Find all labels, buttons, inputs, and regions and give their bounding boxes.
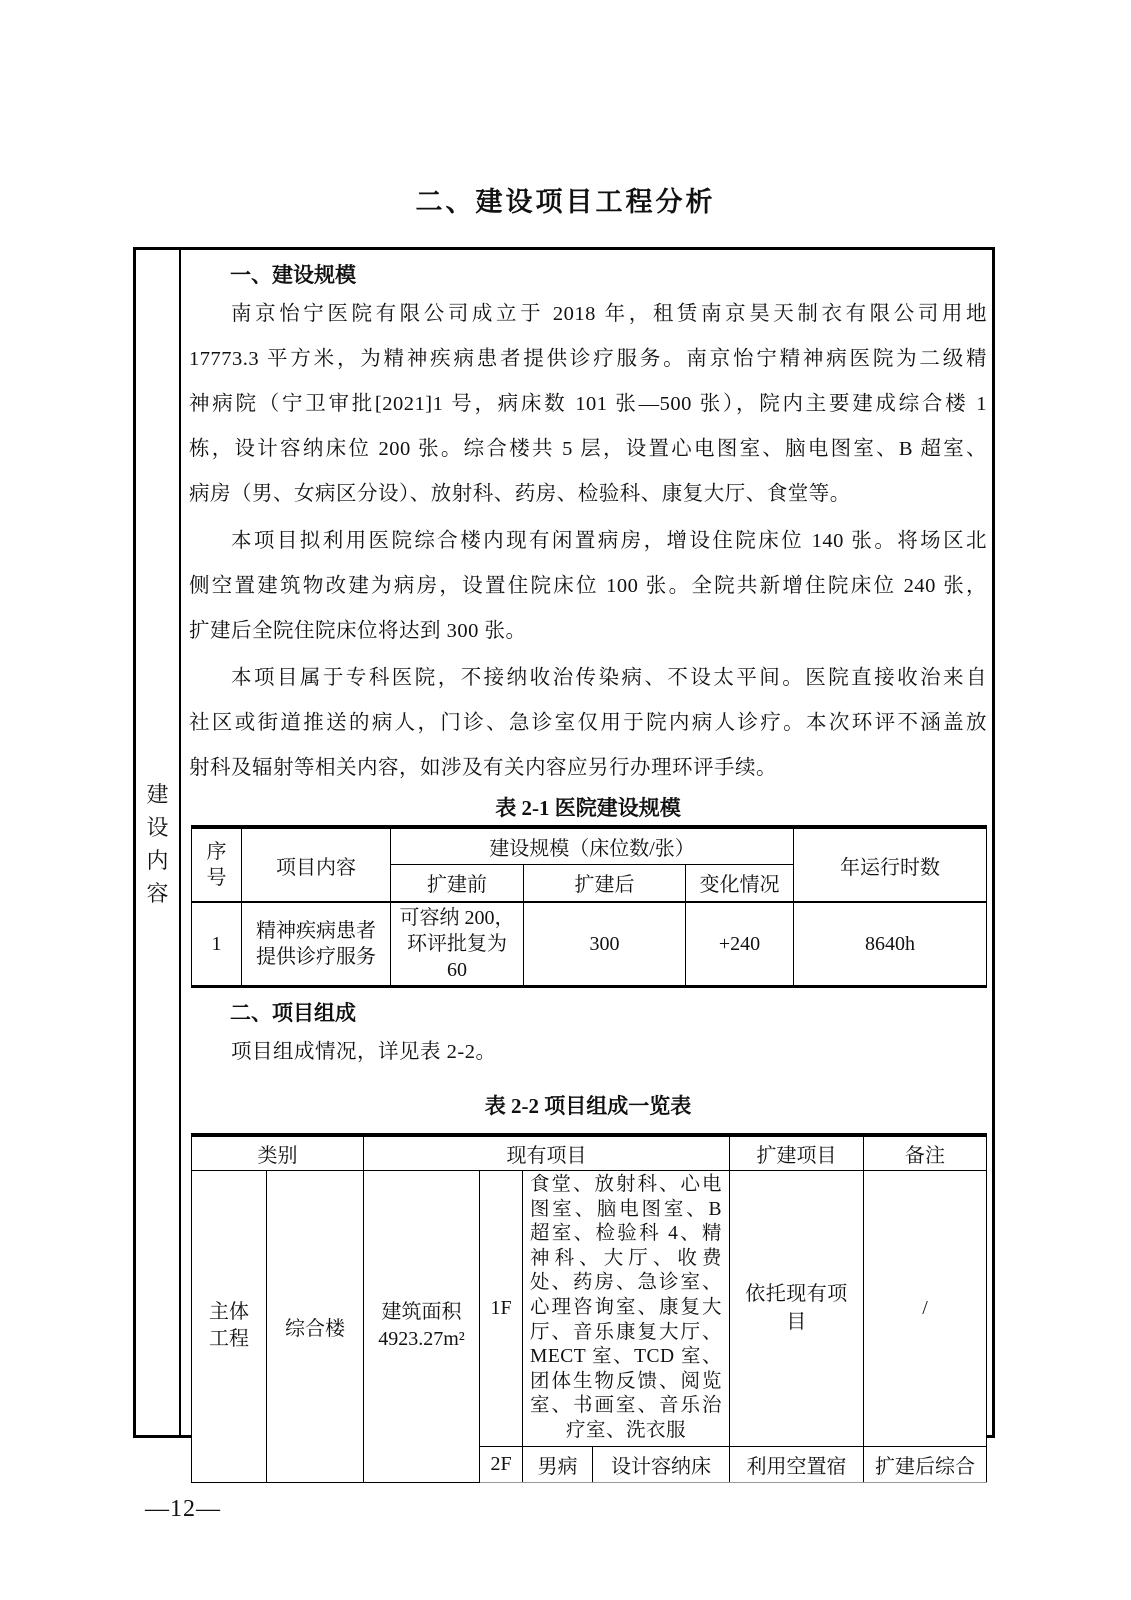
paragraph-line: 神病院（宁卫审批[2021]1 号，病床数 101 张—500 张），院内主要建成综合楼 1 (189, 393, 988, 415)
t1-header-after: 扩建后 (524, 864, 686, 902)
t1-cell-after: 300 (524, 902, 686, 987)
t1-cell-hours: 8640h (794, 902, 987, 987)
table-2-2-title: 表 2-2 项目组成一览表 (484, 1094, 692, 1118)
paragraph-line: 栋，设计容纳床位 200 张。综合楼共 5 层，设置心电图室、脑电图室、B 超室、 (189, 438, 988, 460)
t2-cell-building: 综合楼 (267, 1171, 364, 1483)
section1-heading: 一、建设规模 (230, 263, 356, 287)
paragraph-1 (189, 292, 987, 517)
paragraph-line: 本项目属于专科医院，不接纳收治传染病、不设太平间。医院直接收治来自 (231, 667, 988, 689)
t1-cell-seq: 1 (192, 902, 242, 987)
t2-cell-ward-2f: 男病 (523, 1446, 593, 1482)
t2-cell-remark-1f: / (864, 1171, 987, 1447)
paragraph-line: 病房（男、女病区分设）、放射科、药房、检验科、康复大厅、食堂等。 (189, 483, 851, 505)
paragraph-line: 17773.3 平方米，为精神疾病患者提供诊疗服务。南京怡宁精神病医院为二级精 (189, 348, 988, 370)
t1-cell-change: +240 (686, 902, 794, 987)
paragraph-line: 本项目拟利用医院综合楼内现有闲置病房，增设住院床位 140 张。将场区北 (231, 530, 988, 552)
t1-header-before: 扩建前 (391, 864, 524, 902)
section2-heading: 二、项目组成 (230, 1001, 356, 1025)
section2-intro-paragraph (189, 1030, 987, 1075)
content-area (181, 250, 1011, 1478)
t2-cell-floor-2f: 2F (480, 1446, 523, 1482)
t2-header-category: 类别 (192, 1135, 364, 1171)
paragraph-line: 扩建后全院住院床位将达到 300 张。 (189, 620, 527, 642)
t2-header-expansion: 扩建项目 (730, 1135, 864, 1171)
t1-cell-before: 可容纳 200，环评批复为 60 (391, 902, 524, 987)
table-2-1-title: 表 2-1 医院建设规模 (495, 796, 681, 820)
t2-cell-rooms-1f: 食堂、放射科、心电图室、脑电图室、B 超室、检验科 4、精神科、大厅、收费处、药房、急诊室、心理咨询室、康复大厅、音乐康复大厅、MECT 室、TCD 室、团体生物反馈、阅览室、书画室、音乐治疗室、洗衣服 (523, 1171, 730, 1447)
paragraph-3 (189, 656, 987, 791)
paragraph-line: 射科及辐射等相关内容，如涉及有关内容应另行办理环评手续。 (189, 757, 777, 779)
sidebar-category-column (136, 250, 181, 1435)
t1-header-content: 项目内容 (242, 827, 391, 902)
page-title: 二、建设项目工程分析 (415, 187, 716, 217)
t2-cell-expansion-1f: 依托现有项目 (730, 1171, 864, 1447)
document-frame (133, 247, 995, 1478)
paragraph-line: 社区或街道推送的病人，门诊、急诊室仅用于院内病人诊疗。本次环评不涵盖放 (189, 712, 988, 734)
t1-header-scale-group: 建设规模（床位数/张） (391, 827, 794, 864)
t1-header-seq: 序号 (192, 827, 242, 902)
paragraph-line: 南京怡宁医院有限公司成立于 2018 年，租赁南京昊天制衣有限公司用地 (231, 303, 988, 325)
sidebar-label: 建设内容 (146, 782, 169, 906)
t2-cell-category: 主体工程 (192, 1171, 267, 1483)
t2-cell-expansion-2f: 利用空置宿 (730, 1446, 864, 1482)
t2-cell-capacity-2f: 设计容纳床 (593, 1446, 730, 1482)
t2-header-existing: 现有项目 (364, 1135, 730, 1171)
paragraph-2 (189, 519, 987, 654)
paragraph-line: 侧空置建筑物改建为病房，设置住院床位 100 张。全院共新增住院床位 240 张， (189, 575, 988, 597)
table-2-1 (191, 825, 987, 988)
paragraph-line: 项目组成情况，详见表 2-2。 (231, 1041, 497, 1063)
t1-cell-content: 精神疾病患者提供诊疗服务 (242, 902, 391, 987)
t2-header-remark: 备注 (864, 1135, 987, 1171)
t2-cell-area: 建筑面积 4923.27m² (364, 1171, 480, 1483)
page-number: —12— (145, 1496, 221, 1522)
table-2-2 (191, 1133, 987, 1483)
t2-cell-floor-1f: 1F (480, 1171, 523, 1447)
t1-header-hours: 年运行时数 (794, 827, 987, 902)
t2-cell-remark-2f: 扩建后综合 (864, 1446, 987, 1482)
t1-header-change: 变化情况 (686, 864, 794, 902)
